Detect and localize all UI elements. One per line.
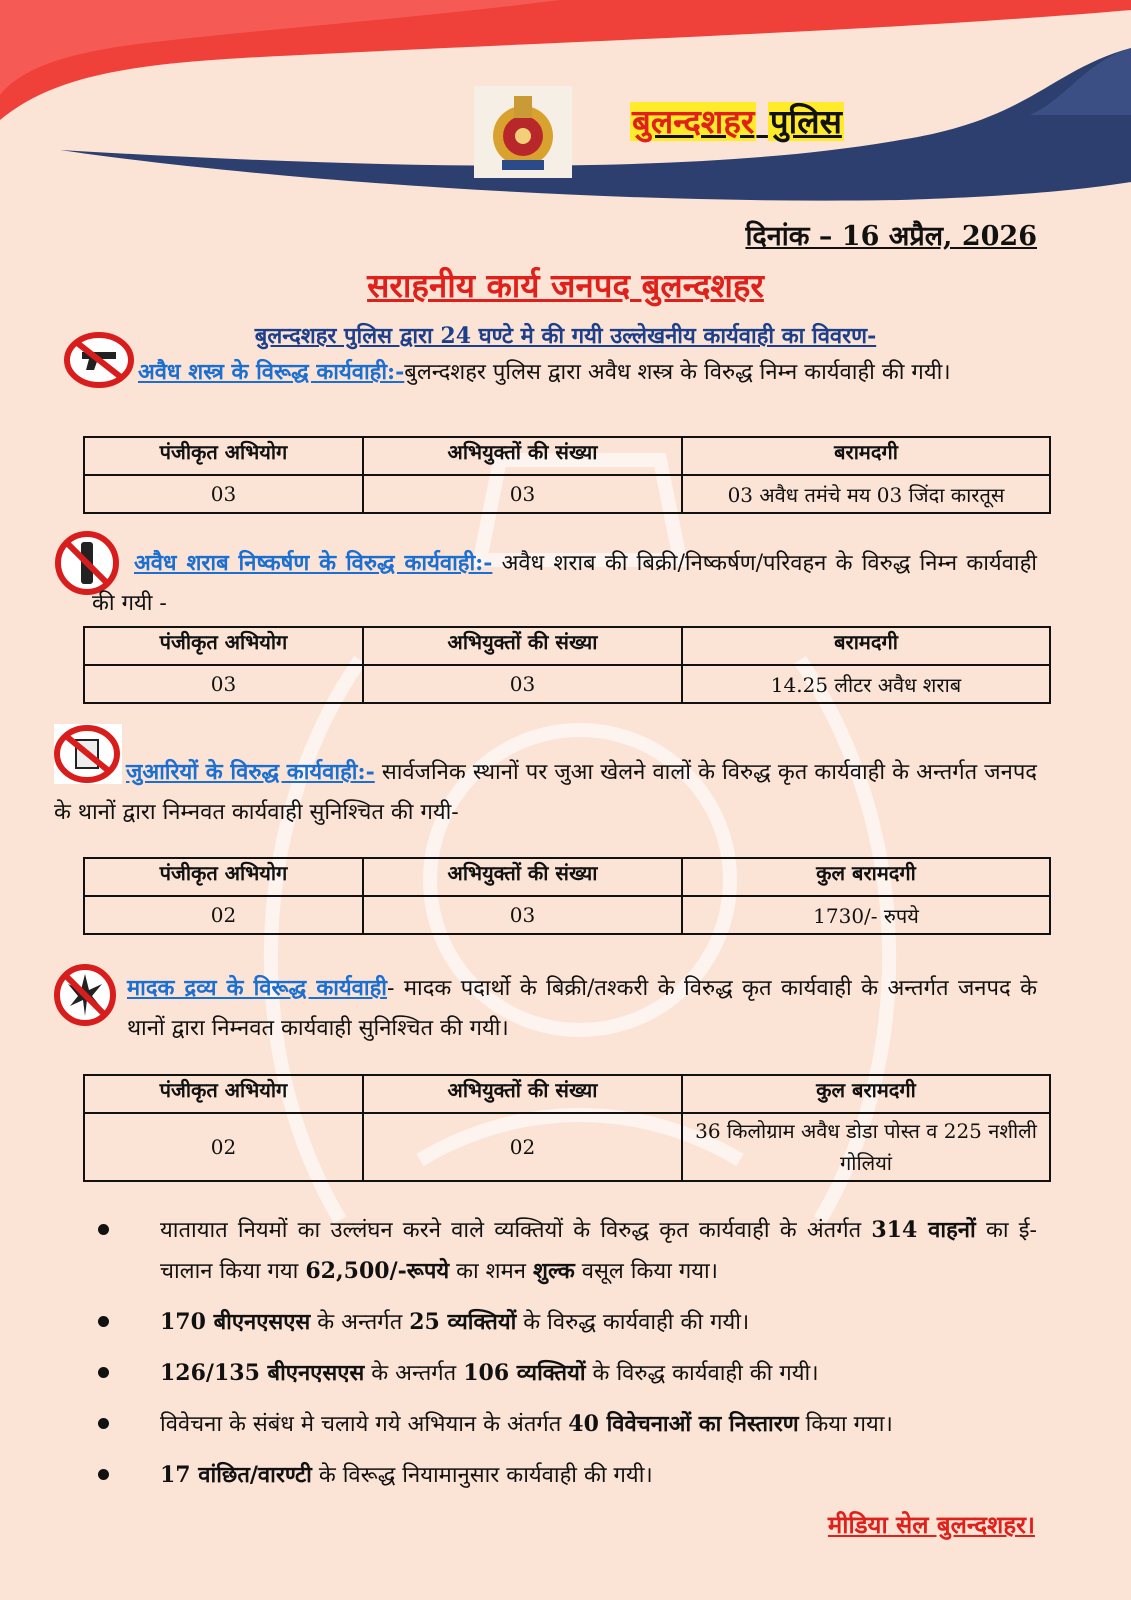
no-drugs-icon [54,962,116,1028]
section-arms-heading: अवैध शस्त्र के विरूद्ध कार्यवाही:- [138,359,405,385]
liquor-table [83,626,1051,704]
table-cell: 02 [84,896,363,934]
section-drugs-text [127,968,1037,1049]
table-header: पंजीकृत अभियोग [84,627,363,665]
section-drugs-body: - मादक पदार्थो के बिक्री/तश्करी के विरुद्ध कृत कार्यवाही के अन्तर्गत जनपद के थानों द्वारा निम्नवत कार्यवाही सुनिश्चित की गयी। [127,976,1037,1041]
summary-list [98,1210,1037,1506]
list-item: विवेचना के संबंध मे चलाये गये अभियान के अंतर्गत 40 विवेचनाओं का निस्तारण किया गया। [98,1404,1037,1445]
section-liquor-text [92,543,1037,624]
table-row [84,665,1050,703]
gambling-table [83,857,1051,935]
table-row [84,1113,1050,1181]
section-liquor-heading: अवैध शराब निष्कर्षण के विरुद्ध कार्यवाही:- [134,550,493,576]
date-label: दिनांक – 16 अप्रैल, 2026 [745,221,1037,252]
table-header: कुल बरामदगी [682,1075,1050,1113]
table-cell: 14.25 लीटर अवैध शराब [682,665,1050,703]
section-gambling-text [54,752,1037,833]
table-row [84,475,1050,513]
table-cell: 03 [363,665,682,703]
table-header: अभियुक्तों की संख्या [363,858,682,896]
list-item: 17 वांछित/वारण्टी के विरूद्ध नियामानुसार कार्यवाही की गयी। [98,1455,1037,1496]
table-cell: 36 किलोग्राम अवैध डोडा पोस्त व 225 नशीली गोलियां [682,1113,1050,1181]
table-header: अभियुक्तों की संख्या [363,1075,682,1113]
brand-part2: पुलिस [769,102,842,141]
table-cell: 03 [363,896,682,934]
media-cell-signature: मीडिया सेल बुलन्दशहर। [827,1510,1035,1539]
table-header: अभियुक्तों की संख्या [363,437,682,475]
table-row [84,896,1050,934]
table-header: बरामदगी [682,627,1050,665]
table-header: पंजीकृत अभियोग [84,1075,363,1113]
drugs-table [83,1074,1051,1182]
arms-table [83,436,1051,514]
table-header: कुल बरामदगी [682,858,1050,896]
brand-title [630,100,844,144]
page-title: सराहनीय कार्य जनपद बुलन्दशहर [367,266,764,305]
up-police-emblem [474,86,572,178]
section-gambling-heading: जुआरियों के विरुद्ध कार्यवाही:- [126,759,375,785]
section-arms-body: बुलन्दशहर पुलिस द्वारा अवैध शस्त्र के विरुद्ध निम्न कार्यवाही की गयी। [404,360,951,385]
table-header: पंजीकृत अभियोग [84,858,363,896]
list-item: 126/135 बीएनएसएस के अन्तर्गत 106 व्यक्तियों के विरुद्ध कार्यवाही की गयी। [98,1353,1037,1394]
table-cell: 03 [363,475,682,513]
table-cell: 03 [84,665,363,703]
table-cell: 02 [363,1113,682,1181]
table-header: बरामदगी [682,437,1050,475]
brand-part1: बुलन्दशहर [632,102,755,141]
section-liquor-body: अवैध शराब की बिक्री/निष्कर्षण/परिवहन के विरुद्ध निम्न कार्यवाही की गयी - [92,551,1037,616]
list-item: यातायात नियमों का उल्लंघन करने वाले व्यक्तियों के विरुद्ध कृत कार्यवाही के अंतर्गत 314 वाहनों का ई-चालान किया गया 62,500/-रूपये का शमन शुल्क वसूल किया गया। [98,1210,1037,1292]
table-cell: 02 [84,1113,363,1181]
page-subtitle: बुलन्दशहर पुलिस द्वारा 24 घण्टे मे की गयी उल्लेखनीय कार्यवाही का विवरण- [254,323,877,349]
list-item: 170 बीएनएसएस के अन्तर्गत 25 व्यक्तियों के विरुद्ध कार्यवाही की गयी। [98,1302,1037,1343]
section-drugs-heading: मादक द्रव्य के विरूद्ध कार्यवाही [127,975,387,1001]
table-header: अभियुक्तों की संख्या [363,627,682,665]
table-cell: 1730/- रुपये [682,896,1050,934]
table-header: पंजीकृत अभियोग [84,437,363,475]
table-cell: 03 [84,475,363,513]
section-gambling-body: सार्वजनिक स्थानों पर जुआ खेलने वालों के विरुद्ध कृत कार्यवाही के अन्तर्गत जनपद के थानों द्वारा निम्नवत कार्यवाही सुनिश्चित की गयी- [54,760,1037,825]
section-arms-text [92,352,1037,393]
table-cell: 03 अवैध तमंचे मय 03 जिंदा कारतूस [682,475,1050,513]
